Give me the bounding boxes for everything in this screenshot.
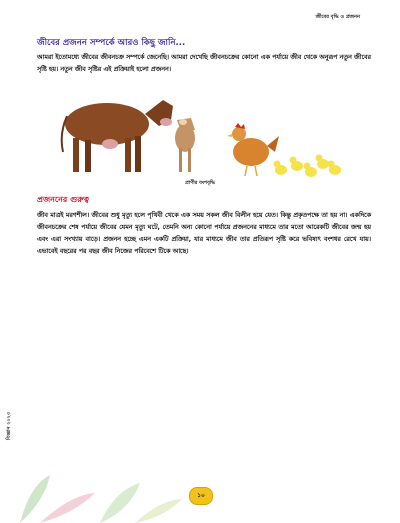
- figure-caption: প্রাণীর বংশবৃদ্ধি: [185, 180, 215, 186]
- hen-illustration: [227, 123, 279, 176]
- section-title: জীবের প্রজনন সম্পর্কে আরও কিছু জানি...: [37, 38, 186, 48]
- calf-illustration: [175, 118, 195, 172]
- running-head: জীবের বৃদ্ধি ও প্রজনন: [315, 14, 360, 20]
- importance-paragraph: জীব মাত্রই মরণশীল। জীবের শুধু মৃত্যু হলে পৃথিবী থেকে এক সময় সকল জীব বিলীন হয়ে যেত। কিন্তু প্রকৃতপক্ষে তা হয় না। একদিকে জীবনচক্রের শেষ পর্যায়ে জীবের যেমন মৃত্যু ঘটে, তেমনি অন্য কোনো পর্যায়ে প্রজননের মাধ্যমে তার মতো আরেকটি জীবের জন্ম হয় এবং এরা সংখ্যায় বাড়ে। প্রজনন হচ্ছে এমন একটি প্রক্রিয়া, যার মাধ্যমে জীব তার প্রতিরূপ সৃষ্টি করে ভবিষ্যৎ বংশধর রেখে যায়। এভাবেই বছরের পর বছর জীব নিজের পরিবেশে টিকে আছে।: [37, 212, 371, 255]
- side-margin-text: বিজ্ঞান ২০২৩: [6, 411, 12, 440]
- intro-paragraph: আমরা ইতোমধ্যে জীবের জীবনচক্র সম্পর্কে জেনেছি। আমরা দেখেছি জীবনচক্রের কোনো এক পর্যায়ে জীব থেকে অনুরূপ নতুন জীবের সৃষ্টি হয়। নতুন জীব সৃষ্টির এই প্রক্রিয়াই হলো প্রজনন।: [37, 54, 371, 73]
- animal-reproduction-illustration: [55, 86, 345, 182]
- page-number-badge: ১০: [189, 487, 213, 505]
- cow-illustration: [62, 100, 173, 172]
- subsection-title: প্রজননের গুরুত্ব: [37, 195, 90, 204]
- chicks-illustration: [274, 155, 342, 178]
